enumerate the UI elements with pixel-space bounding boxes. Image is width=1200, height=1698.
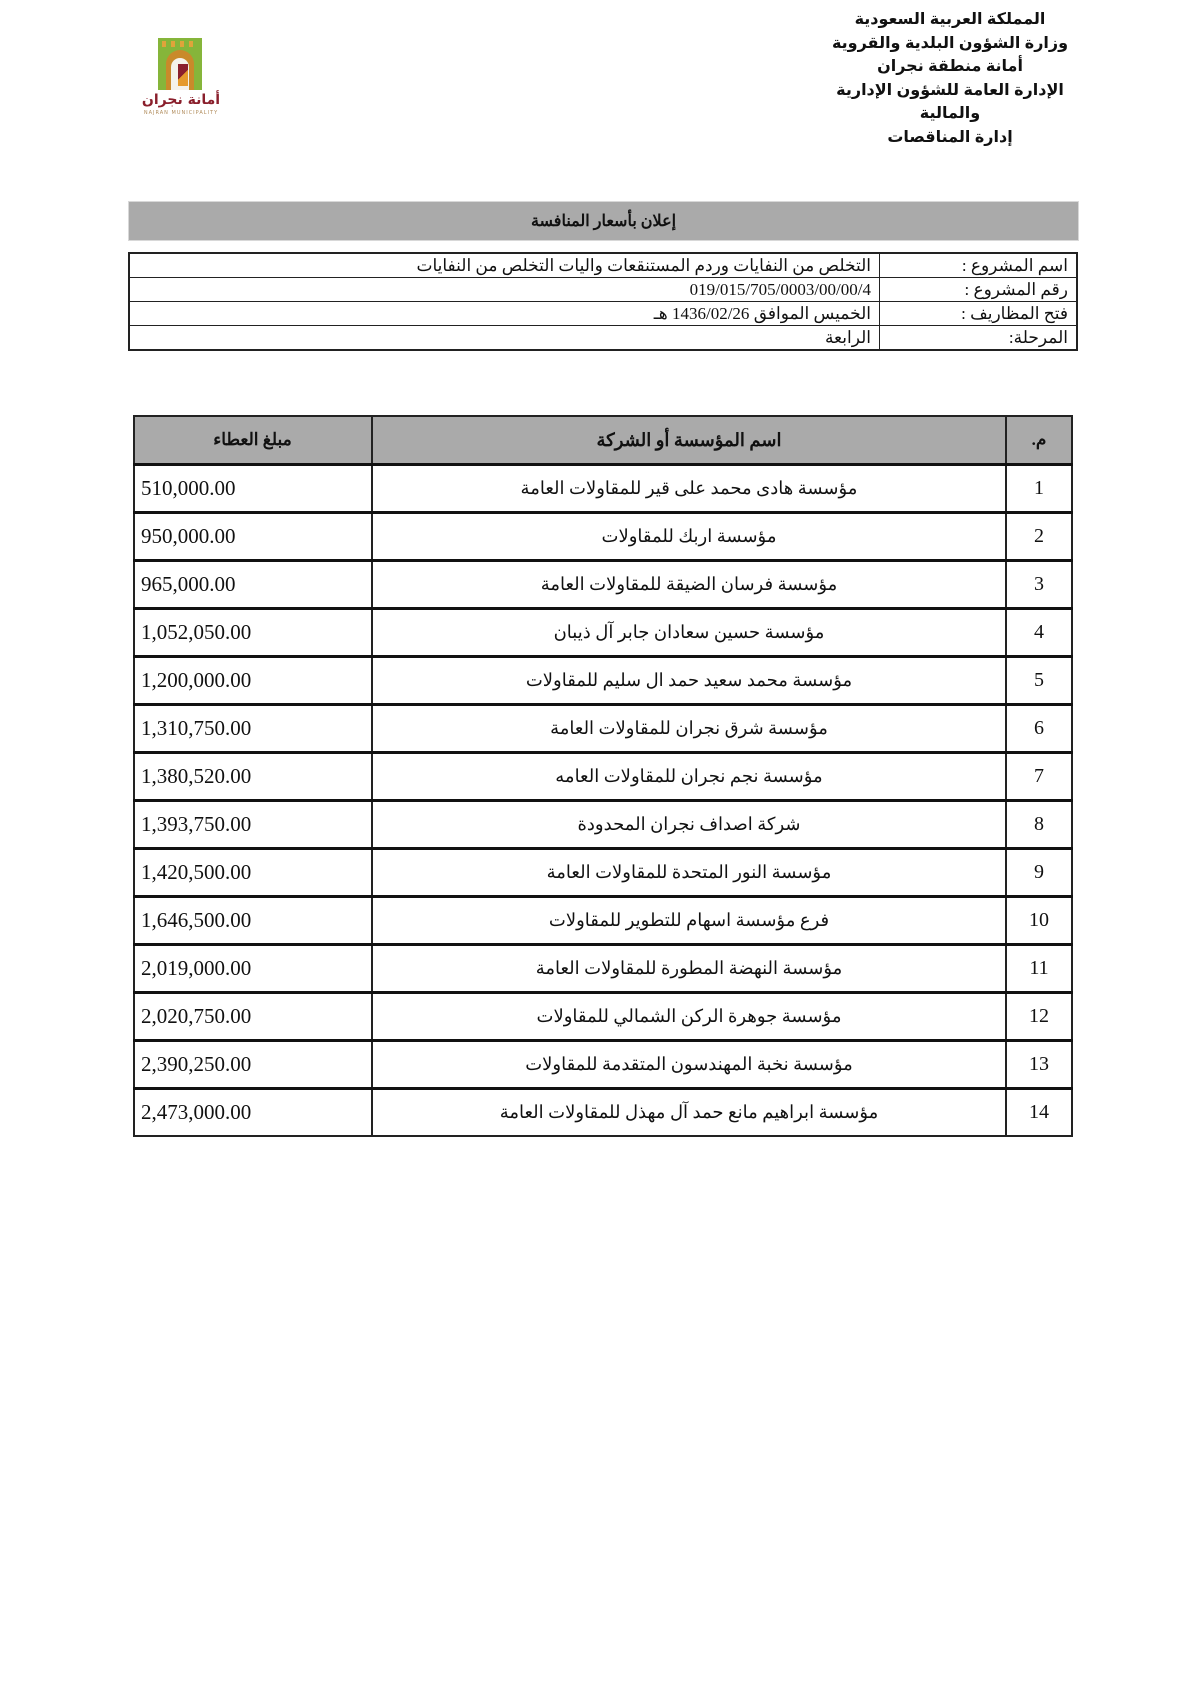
bid-amount: 1,380,520.00 [134,753,372,801]
table-row [134,657,1072,705]
table-row [134,1089,1072,1137]
table-row [134,897,1072,945]
bid-amount: 950,000.00 [134,513,372,561]
bid-amount: 1,310,750.00 [134,705,372,753]
announcement-title: إعلان بأسعار المنافسة [530,213,677,230]
org-line-financial: والمالية [919,105,981,122]
table-row [134,465,1072,513]
project-info-table [128,252,1078,351]
company-name: مؤسسة محمد سعيد حمد ال سليم للمقاولات [372,657,1006,705]
project-name-row [129,253,1077,278]
stage-value: الرابعة [129,326,880,351]
company-name: مؤسسة جوهرة الركن الشمالي للمقاولات [372,993,1006,1041]
bids-table-header [134,416,1072,465]
row-number: 3 [1006,561,1072,609]
org-line-tenders-dept: إدارة المناقصات [887,128,1013,146]
bid-amount: 1,393,750.00 [134,801,372,849]
announcement-title-bar [128,201,1079,241]
row-number: 9 [1006,849,1072,897]
project-number-value: 019/015/705/0003/00/00/4 [129,278,880,302]
project-name-value: التخلص من النفايات وردم المستنقعات واليات التخلص من النفايات [129,253,880,278]
table-row [134,561,1072,609]
company-name: مؤسسة فرسان الضيقة للمقاولات العامة [372,561,1006,609]
logo-subtitle: NAJRAN MUNICIPALITY [143,110,219,116]
company-name: شركة اصداف نجران المحدودة [372,801,1006,849]
company-name: مؤسسة حسين سعادان جابر آل ذيبان [372,609,1006,657]
bid-amount: 965,000.00 [134,561,372,609]
column-header-amount: مبلغ العطاء [134,416,372,465]
org-line-general-admin: الإدارة العامة للشؤون الإدارية [836,81,1064,99]
company-name: مؤسسة اربك للمقاولات [372,513,1006,561]
org-line-municipality: أمانة منطقة نجران [877,58,1023,75]
table-row [134,609,1072,657]
envelope-opening-value: الخميس الموافق 1436/02/26 هـ [129,302,880,326]
row-number: 5 [1006,657,1072,705]
row-number: 11 [1006,945,1072,993]
bid-amount: 2,390,250.00 [134,1041,372,1089]
row-number: 8 [1006,801,1072,849]
row-number: 6 [1006,705,1072,753]
row-number: 7 [1006,753,1072,801]
table-row [134,753,1072,801]
bid-amount: 1,200,000.00 [134,657,372,705]
row-number: 2 [1006,513,1072,561]
project-name-label: اسم المشروع : [880,253,1078,278]
bid-amount: 1,420,500.00 [134,849,372,897]
org-line-kingdom: المملكة العربية السعودية [854,11,1046,28]
stage-row [129,326,1077,351]
project-number-label: رقم المشروع : [880,278,1078,302]
row-number: 1 [1006,465,1072,513]
stage-label: المرحلة: [880,326,1078,351]
row-number: 14 [1006,1089,1072,1137]
envelope-opening-row [129,302,1077,326]
table-row [134,1041,1072,1089]
column-header-number: م. [1006,416,1072,465]
table-row [134,993,1072,1041]
table-row [134,945,1072,993]
bid-amount: 510,000.00 [134,465,372,513]
company-name: مؤسسة نجم نجران للمقاولات العامه [372,753,1006,801]
row-number: 13 [1006,1041,1072,1089]
company-name: مؤسسة النهضة المطورة للمقاولات العامة [372,945,1006,993]
table-row [134,801,1072,849]
company-name: مؤسسة ابراهيم مانع حمد آل مهذل للمقاولات العامة [372,1089,1006,1137]
organization-header [820,8,1080,149]
bid-amount: 2,019,000.00 [134,945,372,993]
envelope-opening-label: فتح المظاريف : [880,302,1078,326]
column-header-company: اسم المؤسسة أو الشركة [372,416,1006,465]
table-row [134,705,1072,753]
company-name: مؤسسة هادى محمد على قير للمقاولات العامة [372,465,1006,513]
bid-amount: 2,020,750.00 [134,993,372,1041]
bid-amount: 1,646,500.00 [134,897,372,945]
company-name: مؤسسة شرق نجران للمقاولات العامة [372,705,1006,753]
bids-table [133,415,1073,1137]
row-number: 10 [1006,897,1072,945]
company-name: فرع مؤسسة اسهام للتطوير للمقاولات [372,897,1006,945]
logo-mark-icon [178,64,188,86]
company-name: مؤسسة نخبة المهندسون المتقدمة للمقاولات [372,1041,1006,1089]
bid-amount: 2,473,000.00 [134,1089,372,1137]
table-row [134,849,1072,897]
org-line-ministry: وزارة الشؤون البلدية والقروية [831,34,1069,52]
company-name: مؤسسة النور المتحدة للمقاولات العامة [372,849,1006,897]
logo-wordmark: أمانة نجران [141,92,221,108]
table-row [134,513,1072,561]
row-number: 12 [1006,993,1072,1041]
logo-ornament-icon [162,41,198,47]
row-number: 4 [1006,609,1072,657]
bid-amount: 1,052,050.00 [134,609,372,657]
project-number-row [129,278,1077,302]
najran-municipality-logo [140,38,222,118]
